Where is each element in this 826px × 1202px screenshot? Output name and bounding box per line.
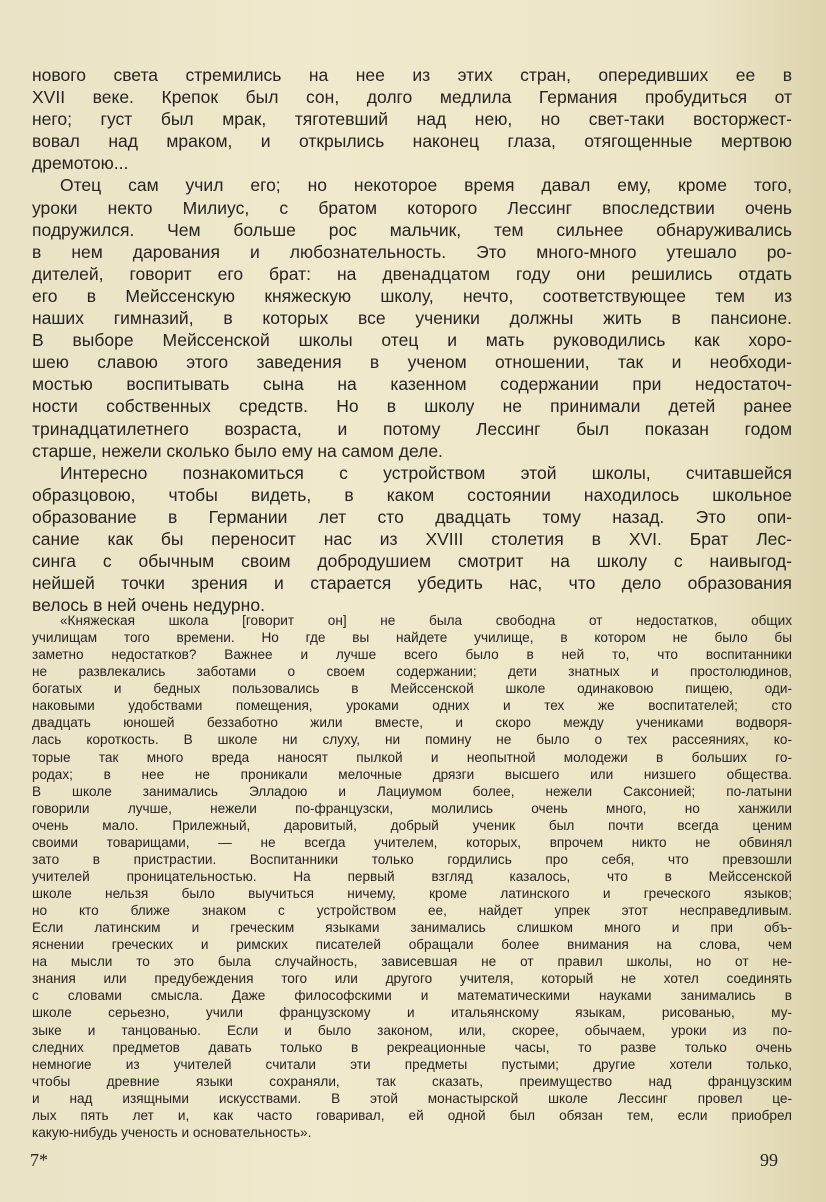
quote-line: лась короткость. В школе ни слуху, ни помину не было о тех рассеяниях, ко- <box>32 732 792 748</box>
text-line: уроки некто Милиус, с братом которого Лессинг впоследствии очень <box>32 197 792 218</box>
text-line: образование в Германии лет сто двадцать тому назад. Это опи- <box>32 506 792 527</box>
quote-line: немногие из учителей считали эти предметы пустыми; другие хотели только, <box>32 1056 792 1072</box>
quote-line: В школе занимались Элладою и Лациумом более, нежели Саксонией; по-латыни <box>32 783 792 799</box>
quote-line: школе серьезно, учили французскому и итальянскому языкам, рисованью, му- <box>32 1005 792 1021</box>
quote-line: богатых и бедных пользовались в Мейссенской школе одинаковою пищею, оди- <box>32 681 792 697</box>
text-line: вовал над мраком, и открылись наконец глаза, отягощенные мертвою <box>32 131 792 152</box>
quote-line: но кто ближе знаком с устройством ее, найдет упрек этот несправедливым. <box>32 903 792 919</box>
quote-line: следних предметов давать только в рекреационные часы, то разве только очень <box>32 1039 792 1055</box>
quote-line: родах; в нее не проникали мелочные дрязги высшего или низшего общества. <box>32 766 792 782</box>
quote-line: зато в пристрастии. Воспитанники только гордились про себя, что превзошли <box>32 851 792 867</box>
quote-line: чтобы древние языки сохраняли, так сказать, преимущество над французским <box>32 1073 792 1089</box>
text-line: старше, нежели сколько было ему на самом деле. <box>32 440 443 461</box>
text-line: XVII веке. Крепок был сон, долго медлила Германия пробудиться от <box>32 87 792 108</box>
text-line: подружился. Чем больше рос мальчик, тем сильнее обнаруживались <box>32 219 792 240</box>
text-line: тринадцатилетнего возраста, и потому Лессинг был показан годом <box>32 418 792 439</box>
text-line: образцовою, чтобы видеть, в каком состоянии находилось школьное <box>32 484 792 505</box>
text-line: шею славою этого заведения в ученом отношении, так и необходи- <box>32 352 792 373</box>
quote-line: двадцать юношей беззаботно жили вместе, и скоро между учениками водворя- <box>32 715 792 731</box>
text-line: Интересно познакомиться с устройством этой школы, считавшейся <box>60 462 792 483</box>
text-line: ности собственных средств. Но в школу не принимали детей ранее <box>32 396 792 417</box>
quote-line: на мысли то это была случайность, зависевшая не от правил школы, но от не- <box>32 954 792 970</box>
quote-line: школе нельзя было выучиться ничему, кроме латинского и греческого языков; <box>32 886 792 901</box>
text-line: синга с обычным своим добродушием смотрит на школу с наивыгод- <box>32 551 792 572</box>
text-line: сание как бы переносит нас из XVIII столетия в XVI. Брат Лес- <box>32 528 792 549</box>
quote-line: торые так много вреда наносят пылкой и неопытной молодежи в больших го- <box>32 749 792 765</box>
text-line: нового света стремились на нее из этих стран, опередивших ее в <box>32 65 792 85</box>
quote-line: не развлекались заботами о своем содержании; дети знатных и простолюдинов, <box>32 664 792 680</box>
text-line: дремотою... <box>32 153 129 174</box>
quote-line: с словами смысла. Даже философскими и математическими науками занимались в <box>32 988 792 1004</box>
quote-line: Если латинским и греческим языками занимались слишком много и при объ- <box>32 920 792 936</box>
quote-line: заметно недостатков? Важнее и лучше всего было в ней то, что воспитанники <box>32 647 792 663</box>
text-line: мостью воспитывать сына на казенном содержании при недостаточ- <box>32 374 792 395</box>
quote-line: какую-нибудь ученость и основательность». <box>32 1124 312 1140</box>
quote-line: и над изящными искусствами. В этой монастырской школе Лессинг провел це- <box>32 1090 792 1106</box>
quote-line: лых пять лет и, как часто говаривал, ей одной был обязан тем, если приобрел <box>32 1107 792 1123</box>
quote-line: говорили лучше, нежели по-французски, молились очень много, но ханжили <box>32 800 792 816</box>
text-line: в нем дарования и любознательность. Это много-много утешало ро- <box>32 241 792 262</box>
text-line: его в Мейссенскую княжескую школу, нечто, соответствующее тем из <box>32 285 792 306</box>
quote-line: зыке и танцованью. Если и было законом, или, скорее, обычаем, уроки из по- <box>32 1022 792 1038</box>
signature-mark: 7* <box>30 1150 48 1170</box>
text-line: наших гимназий, в которых все ученики должны жить в пансионе. <box>32 308 792 329</box>
main-text <box>32 64 792 616</box>
quote-line: знания или предубеждения того или другого учителя, который не хотел соединять <box>32 971 792 987</box>
text-line: нейшей точки зрения и старается убедить нас, что дело образования <box>32 573 792 594</box>
quote-line: «Княжеская школа [говорит он] не была свободна от недостатков, общих <box>60 613 792 628</box>
paragraph <box>32 462 792 617</box>
paragraph <box>32 64 792 174</box>
block-quote <box>32 612 792 1141</box>
quote-line: яснении греческих и римских писателей обращали более внимания на слова, чем <box>32 937 792 953</box>
text-line: него; густ был мрак, тяготевший над нею, но свет-таки восторжест- <box>32 109 792 130</box>
quote-line: наковыми удобствами помещения, уроками одних и тех же воспитателей; сто <box>32 698 792 714</box>
quote-line: своими товарищами, — не всегда учителем, которых, впрочем никто не обвинял <box>32 834 792 850</box>
quote-line: училищам того времени. Но где вы найдете училище, в котором не было бы <box>32 630 792 646</box>
text-line: велось в ней очень недурно. <box>32 595 265 616</box>
page-number: 99 <box>760 1150 778 1170</box>
text-line: Отец сам учил его; но некоторое время давал ему, кроме того, <box>60 175 792 196</box>
quote-line: учителей проницательностью. На первый взгляд казалось, что в Мейссенской <box>32 868 792 884</box>
text-line: В выборе Мейссенской школы отец и мать руководились как хоро- <box>32 330 792 351</box>
paragraph <box>32 174 792 461</box>
quote-line: очень мало. Прилежный, даровитый, добрый ученик был почти всегда ценим <box>32 817 792 833</box>
text-line: дителей, говорит его брат: на двенадцатом году они решились отдать <box>32 263 792 284</box>
